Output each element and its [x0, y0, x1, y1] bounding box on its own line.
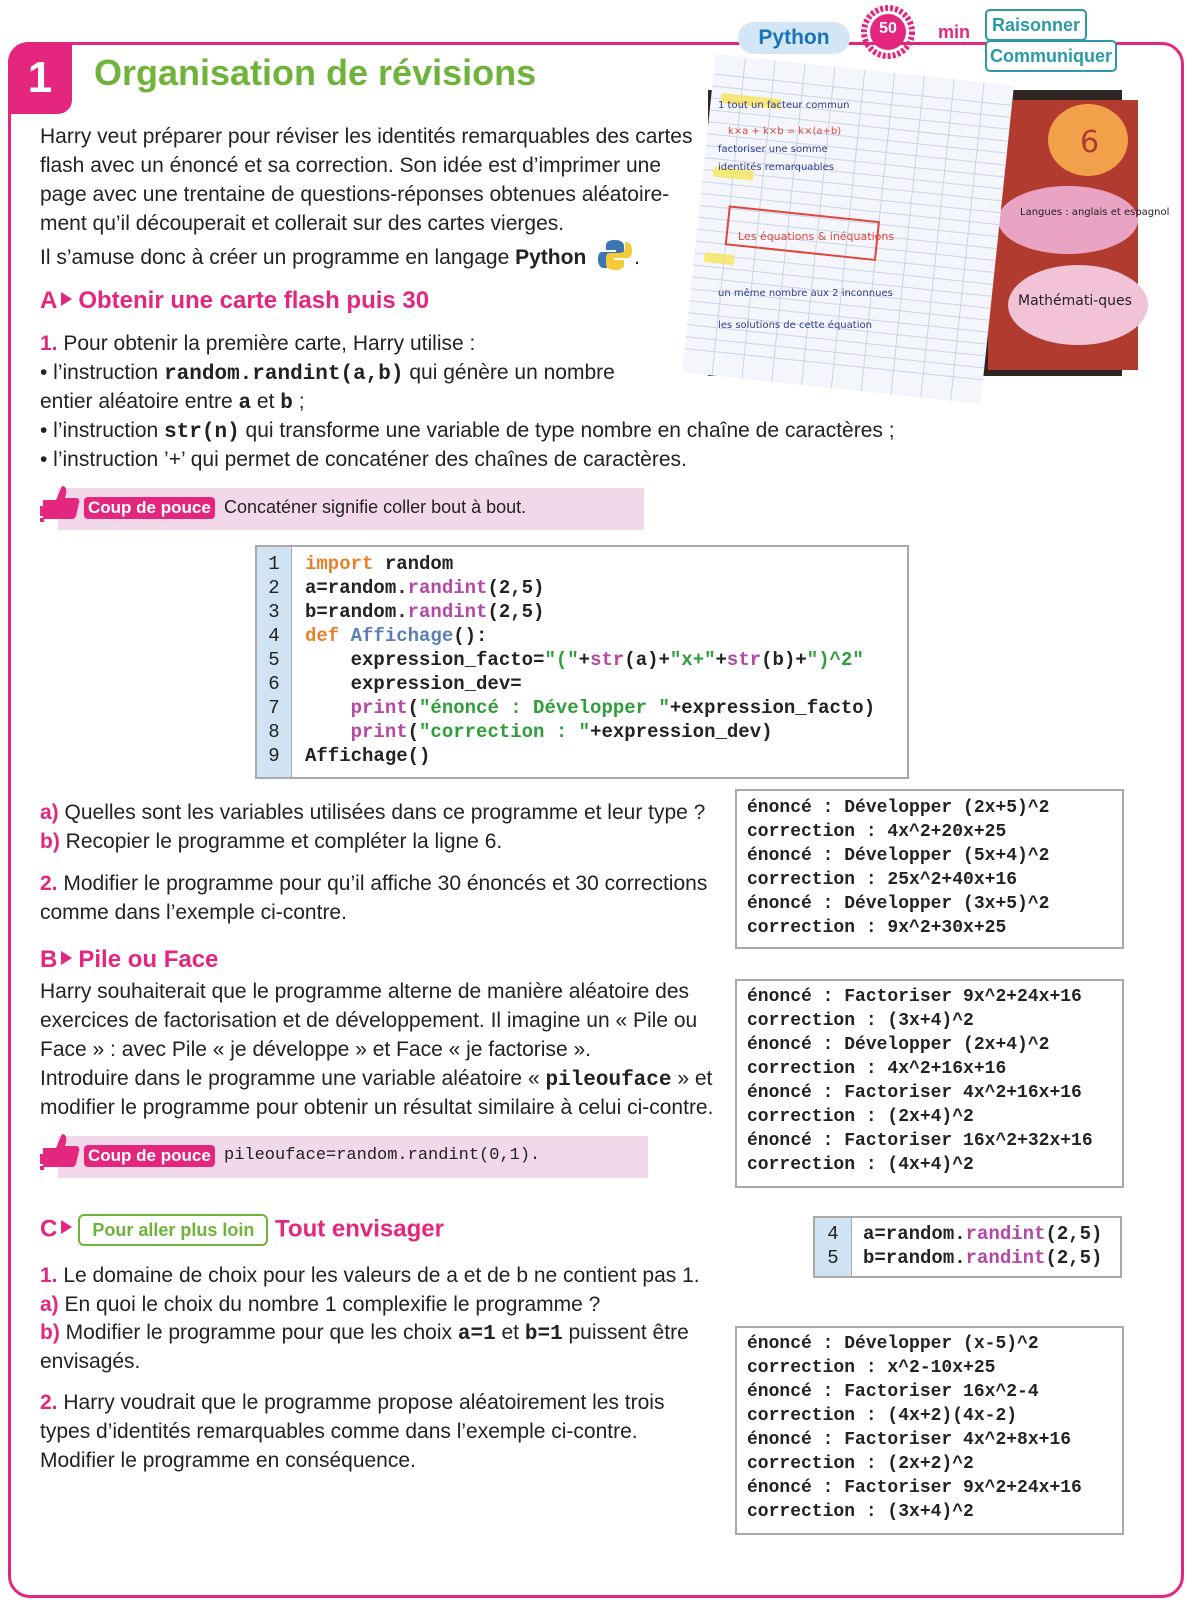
code-a1: a=1 — [457, 1323, 496, 1346]
text: » et — [671, 1067, 713, 1090]
token: print — [350, 721, 408, 743]
text: Introduire dans le programme une variable aléatoire « — [40, 1067, 546, 1090]
a-qa — [40, 798, 705, 827]
hint-code-b: pileouface=random.randint(0,1). — [224, 1146, 541, 1165]
photo-note: Mathémati-ques — [1018, 293, 1132, 309]
c-q2-line2: types d’identités remarquables comme dans l’exemple ci-contre. — [40, 1420, 638, 1443]
output-box-2 — [735, 979, 1124, 1188]
language-badge: Python — [738, 22, 850, 54]
output-line: correction : (2x+2)^2 — [747, 1454, 974, 1474]
code-line — [863, 1247, 1102, 1269]
section-a-letter: A — [40, 287, 58, 314]
photo-note: 1 tout un facteur commun — [718, 100, 850, 111]
b-line-3: Face » : avec Pile « je développe » et Face « je factorise ». — [40, 1038, 591, 1061]
intro-line-5 — [40, 238, 640, 272]
output-line: énoncé : Factoriser 9x^2+24x+16 — [747, 1478, 1082, 1498]
text: qui génère un nombre — [403, 361, 615, 384]
photo-note: Les équations & inéquations — [738, 230, 895, 243]
output-line: énoncé : Développer (5x+4)^2 — [747, 846, 1050, 866]
c-qb-cont: envisagés. — [40, 1350, 141, 1373]
code-block-snippet — [813, 1216, 1122, 1278]
code-a: a — [238, 392, 252, 415]
intro-text: Il s’amuse donc à créer un programme en langage — [40, 246, 516, 269]
hint-text-a: Concaténer signifie coller bout à bout. — [224, 497, 527, 517]
c-qb — [40, 1318, 689, 1349]
c-q1-number: 1. — [40, 1264, 58, 1287]
section-a-heading — [40, 287, 429, 315]
token: randint — [407, 577, 488, 599]
intro-line-1: Harry veut préparer pour réviser les identités remarquables des cartes — [40, 125, 693, 148]
token: def — [305, 625, 351, 647]
line-number: 3 — [268, 601, 280, 623]
line-number: 6 — [268, 673, 280, 695]
token: "x+" — [669, 649, 716, 671]
b-line-5: modifier le programme pour obtenir un résultat similaire à celui ci-contre. — [40, 1096, 714, 1119]
triangle-icon — [61, 292, 72, 306]
c-q2 — [40, 1388, 664, 1417]
qa-text: Quelles sont les variables utilisées dans ce programme et leur type ? — [64, 801, 706, 824]
token: str — [590, 649, 625, 671]
token: +expression_dev) — [590, 721, 773, 743]
token: a=random. — [305, 577, 408, 599]
a-bullet-2 — [40, 416, 895, 447]
c-qa-label: a) — [40, 1293, 59, 1316]
code-line — [305, 649, 864, 671]
photo-note: k×a + k×b = k×(a+b) — [728, 126, 842, 137]
line-number: 2 — [268, 577, 280, 599]
code-line — [305, 673, 522, 695]
token: ( — [407, 721, 420, 743]
output-line: correction : (3x+4)^2 — [747, 1502, 974, 1522]
c-q2-number: 2. — [40, 1391, 58, 1414]
c-q1-text: Le domaine de choix pour les valeurs de a et de b ne contient pas 1. — [63, 1264, 700, 1287]
text: et — [251, 390, 281, 413]
output-line: correction : (4x+2)(4x-2) — [747, 1406, 1018, 1426]
output-line: correction : 25x^2+40x+16 — [747, 870, 1018, 890]
section-b-letter: B — [40, 946, 58, 973]
code-line — [305, 697, 875, 719]
a-bullet-1 — [40, 358, 615, 389]
skill-tag-communiquer: Communiquer — [985, 40, 1117, 72]
text: • l’instruction — [40, 361, 165, 384]
duration-unit: min — [938, 22, 971, 42]
token: expression_dev= — [305, 673, 522, 695]
a-qb — [40, 827, 502, 856]
output-line: énoncé : Développer (x-5)^2 — [747, 1334, 1039, 1354]
code-pileouface: pileouface — [545, 1069, 672, 1092]
token: + — [578, 649, 591, 671]
code-randint: random.randint(a,b) — [164, 363, 404, 386]
section-c-title: Tout envisager — [275, 1215, 444, 1243]
output-box-3 — [735, 1326, 1124, 1535]
text: ; — [292, 390, 305, 413]
token: randint — [965, 1223, 1046, 1245]
code-str: str(n) — [164, 421, 240, 444]
token: b=random. — [305, 601, 408, 623]
token: random — [373, 553, 454, 575]
intro-period: . — [634, 246, 640, 269]
output-line: énoncé : Factoriser 9x^2+24x+16 — [747, 987, 1082, 1007]
photo-note: Langues : anglais et espagnol — [1020, 207, 1170, 218]
photo-note: un même nombre aux 2 inconnues — [718, 288, 893, 299]
token: +expression_facto) — [669, 697, 876, 719]
line-number: 4 — [827, 1223, 839, 1245]
a-q2-cont: comme dans l’exemple ci-contre. — [40, 901, 347, 924]
section-c-letter: C — [40, 1215, 58, 1243]
line-number: 5 — [827, 1247, 839, 1269]
skill-tag-raisonner: Raisonner — [985, 9, 1087, 41]
output-line: énoncé : Développer (3x+5)^2 — [747, 894, 1050, 914]
section-b-title: Pile ou Face — [78, 946, 219, 973]
token: print — [350, 697, 408, 719]
output-line: correction : (2x+4)^2 — [747, 1107, 974, 1127]
exercise-number: 1 — [8, 42, 72, 114]
line-number: 8 — [268, 721, 280, 743]
text: • l’instruction — [40, 419, 165, 442]
token: (b)+ — [761, 649, 807, 671]
b-line-2: exercices de factorisation et de développement. Il imagine un « Pile ou — [40, 1009, 698, 1032]
a-bullet-1-cont — [40, 387, 305, 418]
token: "correction : " — [419, 721, 591, 743]
c-qa — [40, 1290, 600, 1319]
intro-line-2: flash avec un énoncé et sa correction. Son idée est d’imprimer une — [40, 154, 662, 177]
text: et — [495, 1321, 525, 1344]
thumbs-up-icon — [40, 482, 82, 524]
qa-label: a) — [40, 801, 59, 824]
triangle-icon — [61, 951, 72, 965]
token — [305, 721, 351, 743]
a-q1-text: Pour obtenir la première carte, Harry utilise : — [63, 332, 476, 355]
token: + — [715, 649, 727, 671]
code-line — [305, 577, 544, 599]
section-b-heading — [40, 946, 218, 974]
a-q1-number: 1. — [40, 332, 58, 355]
code-line — [305, 601, 544, 623]
output-line: correction : 4x^2+16x+16 — [747, 1059, 1007, 1079]
output-line: énoncé : Développer (2x+5)^2 — [747, 798, 1050, 818]
text: qui transforme une variable de type nombre en chaîne de caractères ; — [239, 419, 895, 442]
token: (2,5) — [487, 601, 545, 623]
a-q2 — [40, 869, 707, 898]
go-further-badge: Pour aller plus loin — [78, 1214, 268, 1246]
photo-note: factoriser une somme — [718, 144, 828, 155]
hint-label-b: Coup de pouce — [84, 1145, 215, 1167]
code-line — [305, 625, 487, 647]
code-block-main — [255, 545, 909, 779]
python-word: Python — [515, 246, 587, 269]
output-box-1 — [735, 789, 1124, 949]
token: randint — [407, 601, 488, 623]
token: b=random. — [863, 1247, 966, 1269]
code-line — [863, 1223, 1102, 1245]
line-number: 9 — [268, 745, 280, 767]
code-b1: b=1 — [524, 1323, 563, 1346]
a-bullet-3: • l’instruction ’+’ qui permet de concaténer des chaînes de caractères. — [40, 448, 687, 471]
qb-text: Recopier le programme et compléter la ligne 6. — [65, 830, 503, 853]
token: (): — [453, 625, 488, 647]
c-qa-text: En quoi le choix du nombre 1 complexifie le programme ? — [64, 1293, 601, 1316]
output-line: énoncé : Factoriser 4x^2+16x+16 — [747, 1083, 1082, 1103]
output-line: correction : 9x^2+30x+25 — [747, 918, 1007, 938]
intro-line-4: ment qu’il découperait et collerait sur des cartes vierges. — [40, 212, 565, 235]
code-line — [305, 721, 773, 743]
q2-text: Modifier le programme pour qu’il affiche 30 énoncés et 30 corrections — [63, 872, 708, 895]
line-number: 7 — [268, 697, 280, 719]
token: Affichage — [350, 625, 454, 647]
duration-value: 50 — [879, 20, 897, 37]
line-number: 1 — [268, 553, 280, 575]
output-line: correction : (3x+4)^2 — [747, 1011, 974, 1031]
hint-label-a: Coup de pouce — [84, 497, 215, 519]
python-logo-icon — [596, 238, 634, 272]
flashcards-photo — [708, 90, 1170, 376]
token: ")^2" — [806, 649, 864, 671]
token — [305, 697, 351, 719]
text: Modifier le programme pour que les choix — [65, 1321, 458, 1344]
output-line: énoncé : Factoriser 16x^2+32x+16 — [747, 1131, 1093, 1151]
token: (a)+ — [624, 649, 670, 671]
qb-label: b) — [40, 830, 60, 853]
output-line: correction : (4x+4)^2 — [747, 1155, 974, 1175]
token: "énoncé : Développer " — [419, 697, 670, 719]
b-line-4 — [40, 1064, 712, 1095]
section-a-title: Obtenir une carte flash puis 30 — [78, 287, 430, 314]
token: ( — [407, 697, 420, 719]
code-line — [305, 553, 453, 575]
c-q1 — [40, 1261, 700, 1290]
q2-number: 2. — [40, 872, 58, 895]
line-number: 4 — [268, 625, 280, 647]
token: import — [305, 553, 374, 575]
triangle-icon — [61, 1220, 72, 1234]
a-q1 — [40, 329, 475, 358]
c-q2-text: Harry voudrait que le programme propose aléatoirement les trois — [63, 1391, 665, 1414]
token: expression_facto= — [305, 649, 545, 671]
photo-note: 6 — [1080, 125, 1100, 160]
photo-note: les solutions de cette équation — [718, 320, 872, 331]
code-b: b — [280, 392, 293, 415]
token: (2,5) — [1045, 1223, 1103, 1245]
c-qb-label: b) — [40, 1321, 60, 1344]
b-line-1: Harry souhaiterait que le programme alterne de manière aléatoire des — [40, 980, 690, 1003]
token: a=random. — [863, 1223, 966, 1245]
output-line: énoncé : Développer (2x+4)^2 — [747, 1035, 1050, 1055]
token: randint — [965, 1247, 1046, 1269]
photo-note: identités remarquables — [718, 162, 834, 173]
c-q2-line3: Modifier le programme en conséquence. — [40, 1449, 416, 1472]
token: str — [726, 649, 762, 671]
thumbs-up-icon — [40, 1130, 82, 1172]
text: entier aléatoire entre — [40, 390, 239, 413]
text: puissent être — [562, 1321, 689, 1344]
token: "(" — [544, 649, 579, 671]
token: (2,5) — [1045, 1247, 1103, 1269]
exercise-title: Organisation de révisions — [94, 52, 537, 93]
output-line: correction : 4x^2+20x+25 — [747, 822, 1007, 842]
output-line: énoncé : Factoriser 4x^2+8x+16 — [747, 1430, 1072, 1450]
token: Affichage() — [305, 745, 431, 767]
intro-line-3: page avec une trentaine de questions-réponses obtenues aléatoire- — [40, 183, 670, 206]
output-line: énoncé : Factoriser 16x^2-4 — [747, 1382, 1039, 1402]
section-c-heading — [40, 1214, 444, 1246]
line-number: 5 — [268, 649, 280, 671]
token: (2,5) — [487, 577, 545, 599]
output-line: correction : x^2-10x+25 — [747, 1358, 996, 1378]
code-line — [305, 745, 430, 767]
